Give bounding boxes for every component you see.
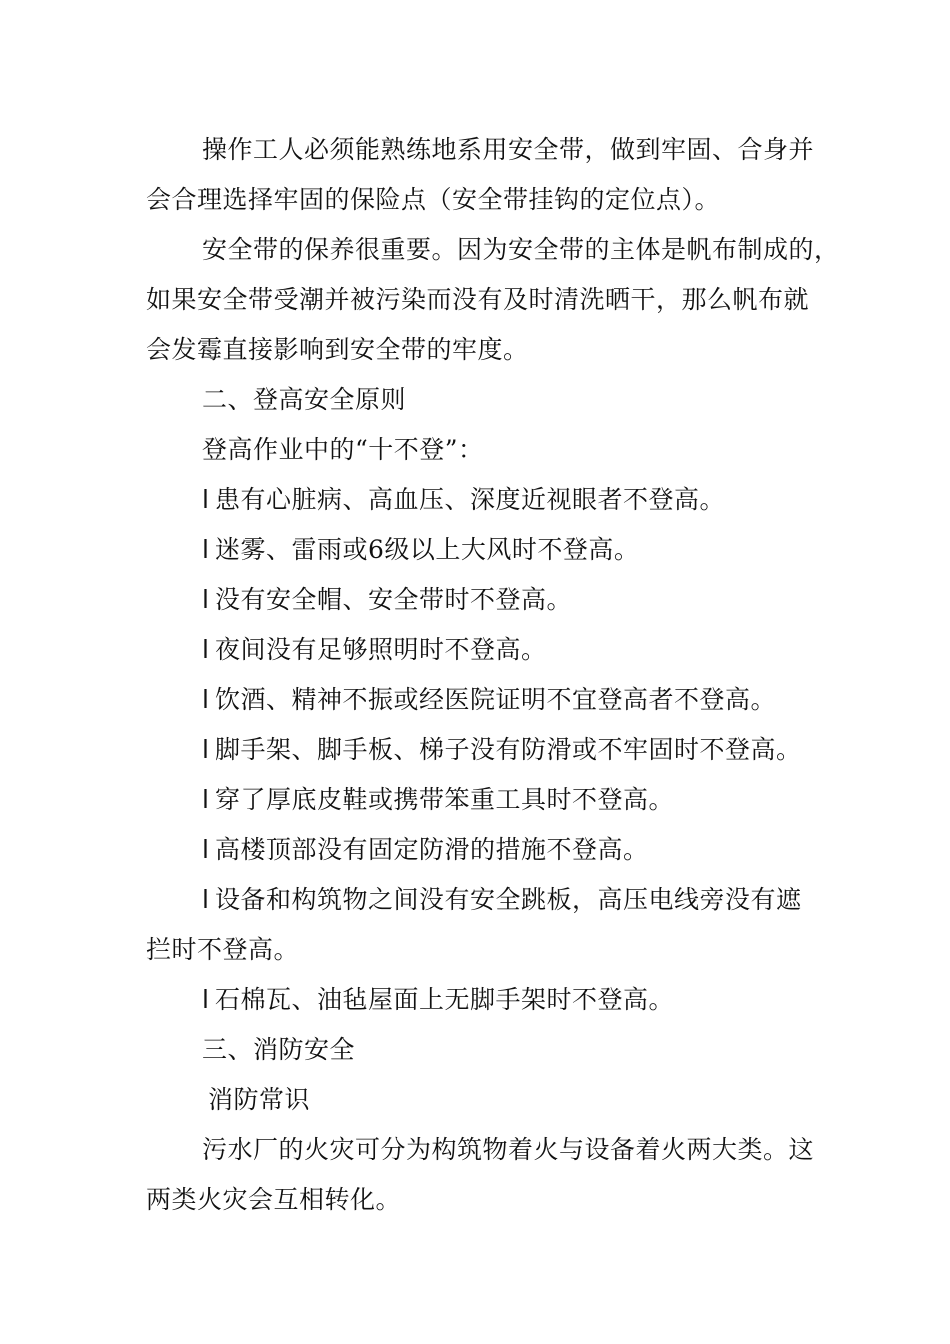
list-item: [202, 485, 725, 515]
list-item: [202, 985, 674, 1015]
bullet-marker: l: [202, 535, 210, 564]
list-item-text: 高楼顶部没有固定防滑的措施不登高。: [215, 835, 649, 864]
bullet-marker: l: [202, 785, 210, 814]
list-item: [202, 635, 547, 665]
list-item-continuation: 拦时不登高。: [146, 935, 300, 964]
list-item-text: 迷雾、雷雨或6级以上大风时不登高。: [215, 535, 640, 564]
paragraph-line: 登高作业中的“十不登”：: [202, 435, 484, 464]
list-item-text: 没有安全帽、安全带时不登高。: [215, 585, 573, 614]
subsection-heading: 消防常识: [208, 1085, 311, 1114]
paragraph-line: 两类火灾会互相转化。: [146, 1185, 402, 1214]
list-item: [202, 835, 649, 865]
list-item: [202, 535, 639, 565]
list-item-text: 夜间没有足够照明时不登高。: [215, 635, 547, 664]
bullet-marker: l: [202, 835, 210, 864]
paragraph-line: 会发霉直接影响到安全带的牢度。: [146, 335, 529, 364]
list-item-text: 穿了厚底皮鞋或携带笨重工具时不登高。: [215, 785, 675, 814]
list-item-text: 石棉瓦、油毡屋面上无脚手架时不登高。: [215, 985, 675, 1014]
list-item-text: 设备和构筑物之间没有安全跳板，高压电线旁没有遮: [215, 885, 802, 914]
list-item-text: 脚手架、脚手板、梯子没有防滑或不牢固时不登高。: [215, 735, 802, 764]
paragraph-line: 如果安全带受潮并被污染而没有及时清洗晒干，那么帆布就: [146, 285, 810, 314]
paragraph-line: 操作工人必须能熟练地系用安全带，做到牢固、合身并: [202, 135, 815, 164]
list-item-text: 患有心脏病、高血压、深度近视眼者不登高。: [215, 485, 726, 514]
paragraph-line: 安全带的保养很重要。因为安全带的主体是帆布制成的，: [202, 235, 840, 264]
list-item: [202, 585, 572, 615]
bullet-marker: l: [202, 985, 210, 1014]
bullet-marker: l: [202, 635, 210, 664]
paragraph-line: 污水厂的火灾可分为构筑物着火与设备着火两大类。这: [202, 1135, 815, 1164]
section-heading: 二、登高安全原则: [202, 385, 407, 414]
section-heading: 三、消防安全: [202, 1035, 356, 1064]
list-item-text: 饮酒、精神不振或经医院证明不宜登高者不登高。: [215, 685, 777, 714]
paragraph-line: 会合理选择牢固的保险点（安全带挂钩的定位点）。: [146, 185, 721, 214]
list-item: [202, 735, 802, 765]
list-item: [202, 885, 802, 915]
bullet-marker: l: [202, 485, 210, 514]
list-item: [202, 785, 674, 815]
bullet-marker: l: [202, 585, 210, 614]
bullet-marker: l: [202, 885, 210, 914]
bullet-marker: l: [202, 735, 210, 764]
bullet-marker: l: [202, 685, 210, 714]
list-item: [202, 685, 776, 715]
